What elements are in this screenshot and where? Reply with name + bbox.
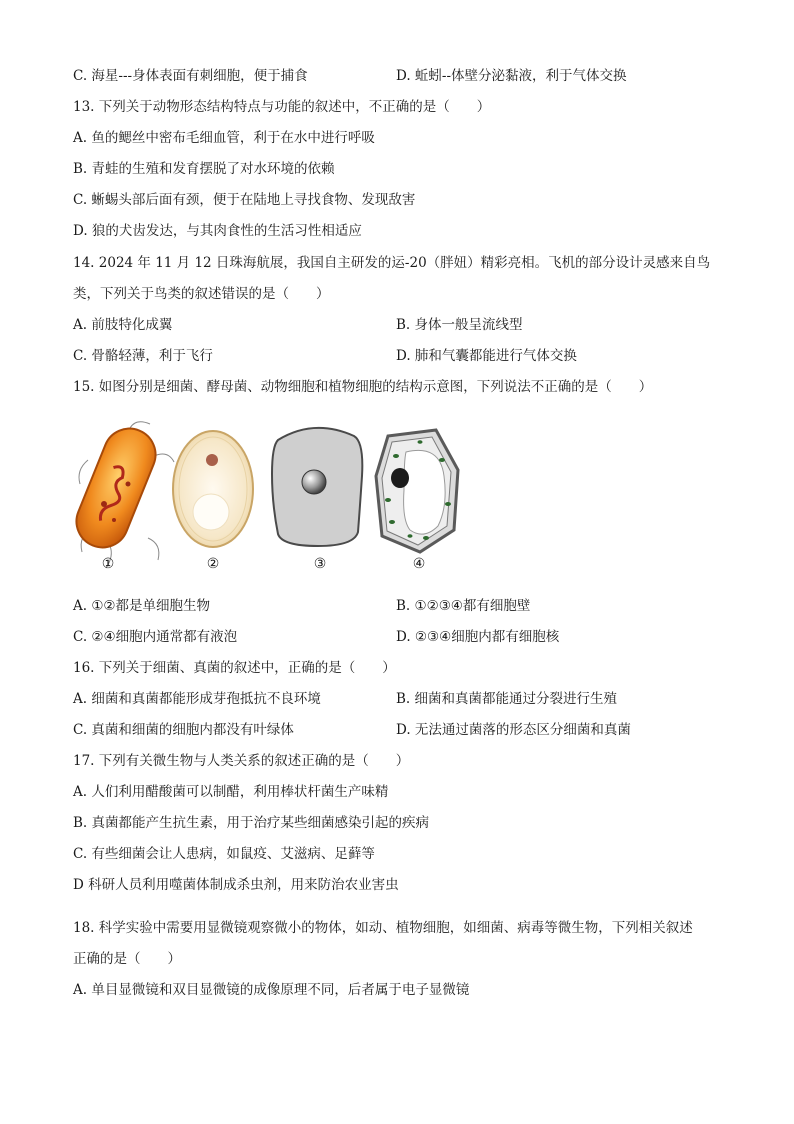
q13-option-a: A. 鱼的鳃丝中密布毛细血管，利于在水中进行呼吸 [73, 130, 375, 146]
figure-label-4: ④ [412, 556, 426, 572]
q16-option-d: D. 无法通过菌落的形态区分细菌和真菌 [396, 722, 631, 738]
q16-option-c: C. 真菌和细菌的细胞内都没有叶绿体 [73, 722, 294, 738]
cell-structure-figure [70, 420, 470, 580]
q13-option-d: D. 狼的犬齿发达，与其肉食性的生活习性相适应 [73, 223, 362, 239]
animal-cell-diagram [272, 428, 362, 546]
q14-option-b: B. 身体一般呈流线型 [396, 317, 523, 333]
yeast-diagram [173, 431, 253, 547]
q13-option-b: B. 青蛙的生殖和发育摆脱了对水环境的依赖 [73, 161, 335, 177]
question-17: 17. 下列有关微生物与人类关系的叙述正确的是（ ） [73, 753, 410, 769]
figure-label-2: ② [206, 556, 220, 572]
plant-cell-diagram [376, 430, 458, 552]
q15-option-c: C. ②④细胞内通常都有液泡 [73, 629, 238, 645]
q15-option-a: A. ①②都是单细胞生物 [73, 598, 211, 614]
option-d: D. 蚯蚓--体壁分泌黏液，利于气体交换 [396, 68, 627, 84]
bacterium-diagram [70, 421, 174, 568]
question-16: 16. 下列关于细菌、真菌的叙述中，正确的是（ ） [73, 660, 396, 676]
q14-option-a: A. 前肢特化成翼 [73, 317, 173, 333]
question-15: 15. 如图分别是细菌、酵母菌、动物细胞和植物细胞的结构示意图，下列说法不正确的是（ ） [73, 379, 653, 395]
q13-option-c: C. 蜥蜴头部后面有颈，便于在陆地上寻找食物、发现敌害 [73, 192, 416, 208]
q14-option-c: C. 骨骼轻薄，利于飞行 [73, 348, 213, 364]
q16-option-a: A. 细菌和真菌都能形成芽孢抵抗不良环境 [73, 691, 321, 707]
q15-option-d: D. ②③④细胞内都有细胞核 [396, 629, 560, 645]
q15-option-b: B. ①②③④都有细胞壁 [396, 598, 531, 614]
q14-option-d: D. 肺和气囊都能进行气体交换 [396, 348, 577, 364]
question-18-line-1: 18. 科学实验中需要用显微镜观察微小的物体，如动、植物细胞，如细菌、病毒等微生物，下列相关叙述 [73, 920, 693, 936]
q17-option-c: C. 有些细菌会让人患病，如鼠疫、艾滋病、足藓等 [73, 846, 375, 862]
figure-label-1: ① [101, 556, 115, 572]
q17-option-d: D 科研人员利用噬菌体制成杀虫剂，用来防治农业害虫 [73, 877, 399, 893]
q16-option-b: B. 细菌和真菌都能通过分裂进行生殖 [396, 691, 618, 707]
question-18-line-2: 正确的是（ ） [73, 951, 181, 967]
figure-label-3: ③ [313, 556, 327, 572]
question-14-line-1: 14. 2024 年 11 月 12 日珠海航展，我国自主研发的运-20（胖妞）精彩亮相。飞机的部分设计灵感来自鸟 [73, 255, 711, 271]
question-14-line-2: 类，下列关于鸟类的叙述错误的是（ ） [73, 286, 330, 302]
q18-option-a: A. 单目显微镜和双目显微镜的成像原理不同，后者属于电子显微镜 [73, 982, 470, 998]
option-c: C. 海星---身体表面有刺细胞，便于捕食 [73, 68, 308, 84]
q17-option-b: B. 真菌都能产生抗生素，用于治疗某些细菌感染引起的疾病 [73, 815, 430, 831]
question-13: 13. 下列关于动物形态结构特点与功能的叙述中，不正确的是（ ） [73, 99, 491, 115]
q17-option-a: A. 人们利用醋酸菌可以制醋，利用棒状杆菌生产味精 [73, 784, 389, 800]
